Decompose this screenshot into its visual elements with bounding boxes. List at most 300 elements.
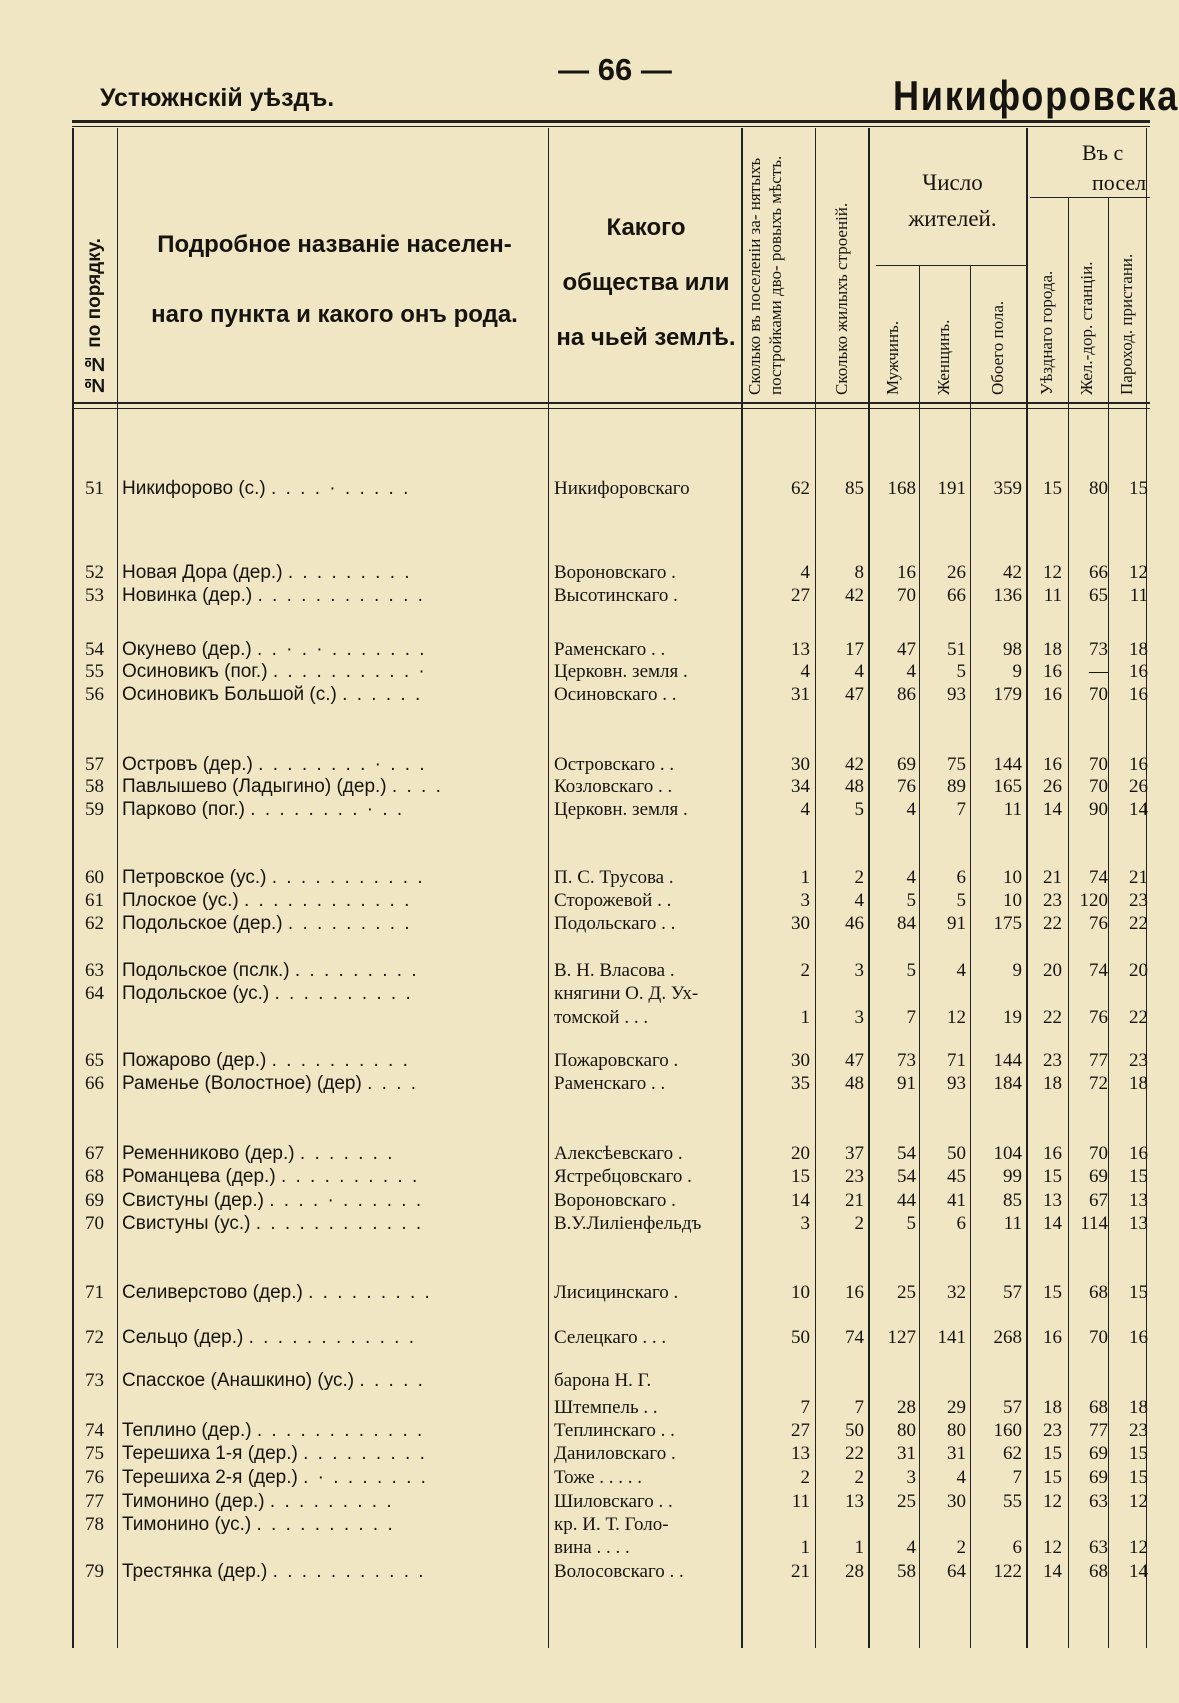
cell-buildings: 8 bbox=[854, 562, 864, 583]
cell-women: 80 bbox=[947, 1420, 966, 1441]
table-row bbox=[0, 1467, 1150, 1490]
cell-both: 175 bbox=[993, 913, 1022, 934]
cell-women: 89 bbox=[947, 776, 966, 797]
cell-pier: 16 bbox=[1129, 1143, 1148, 1164]
cell-owner: Вороновскаго . bbox=[554, 562, 676, 583]
leader-dots: . . . . . . . . . . · bbox=[272, 661, 427, 682]
cell-town: 16 bbox=[1043, 1327, 1062, 1348]
cell-owner: В. Н. Власова . bbox=[554, 960, 675, 981]
cell-town: 20 bbox=[1043, 960, 1062, 981]
place-name: Свистуны (дер.) bbox=[122, 1190, 264, 1211]
cell-buildings: 7 bbox=[854, 1397, 864, 1418]
cell-town: 23 bbox=[1043, 1420, 1062, 1441]
cell-name bbox=[122, 1282, 540, 1304]
cell-plots: 31 bbox=[791, 684, 810, 705]
cell-rail: 70 bbox=[1089, 1327, 1108, 1348]
cell-plots: 34 bbox=[791, 776, 810, 797]
cell-rail: 68 bbox=[1089, 1397, 1108, 1418]
table-row bbox=[0, 1397, 1150, 1420]
table-row bbox=[0, 1327, 1150, 1350]
place-name: Терешиха 1-я (дер.) bbox=[122, 1443, 298, 1464]
cell-pier: 15 bbox=[1129, 1467, 1148, 1488]
cell-town: 18 bbox=[1043, 639, 1062, 660]
cell-pier: 14 bbox=[1129, 1561, 1148, 1582]
cell-plots: 1 bbox=[800, 1537, 810, 1558]
cell-town: 22 bbox=[1043, 913, 1062, 934]
table-row bbox=[0, 1073, 1150, 1096]
leader-dots: . · . . . . . . . bbox=[303, 1467, 428, 1488]
cell-name bbox=[122, 661, 540, 683]
cell-both: 99 bbox=[1003, 1166, 1022, 1187]
cell-men: 44 bbox=[897, 1190, 916, 1211]
table-row bbox=[0, 1143, 1150, 1166]
cell-both: 85 bbox=[1003, 1190, 1022, 1211]
table-row bbox=[0, 661, 1150, 684]
cell-both: 9 bbox=[1012, 661, 1022, 682]
cell-plots: 50 bbox=[791, 1327, 810, 1348]
cell-both: 184 bbox=[993, 1073, 1022, 1094]
table-row bbox=[0, 1213, 1150, 1236]
cell-rail: 69 bbox=[1089, 1166, 1108, 1187]
cell-pier: 20 bbox=[1129, 960, 1148, 981]
cell-owner: томской . . . bbox=[554, 1007, 649, 1028]
cell-buildings: 48 bbox=[845, 776, 864, 797]
cell-both: 104 bbox=[993, 1143, 1022, 1164]
cell-num: 60 bbox=[85, 867, 104, 888]
table-row bbox=[0, 1561, 1150, 1584]
cell-women: 4 bbox=[956, 1467, 966, 1488]
cell-pier: 18 bbox=[1129, 639, 1148, 660]
cell-town: 15 bbox=[1043, 1282, 1062, 1303]
cell-name bbox=[122, 1166, 540, 1188]
cell-both: 122 bbox=[993, 1561, 1022, 1582]
cell-town: 16 bbox=[1043, 754, 1062, 775]
cell-plots: 4 bbox=[800, 562, 810, 583]
cell-num: 72 bbox=[85, 1327, 104, 1348]
cell-owner: Селецкаго . . . bbox=[554, 1327, 667, 1348]
leader-dots: . . . . · . . . . . . bbox=[269, 1190, 424, 1211]
cell-buildings: 21 bbox=[845, 1190, 864, 1211]
cell-plots: 4 bbox=[800, 661, 810, 682]
cell-town: 15 bbox=[1043, 1443, 1062, 1464]
cell-men: 47 bbox=[897, 639, 916, 660]
cell-women: 26 bbox=[947, 562, 966, 583]
cell-owner: Ястребцовскаго . bbox=[554, 1166, 692, 1187]
cell-num: 67 bbox=[85, 1143, 104, 1164]
cell-rail: 67 bbox=[1089, 1190, 1108, 1211]
cell-women: 4 bbox=[956, 960, 966, 981]
cell-both: 57 bbox=[1003, 1282, 1022, 1303]
cell-rail: 66 bbox=[1089, 562, 1108, 583]
cell-buildings: 2 bbox=[854, 1467, 864, 1488]
cell-women: 141 bbox=[937, 1327, 966, 1348]
table-row bbox=[0, 799, 1150, 822]
header-bottom-rule-thin bbox=[72, 408, 1150, 409]
header-women: Женщинъ. bbox=[934, 319, 953, 395]
leader-dots: . . . . . . . . . . . bbox=[271, 867, 425, 888]
cell-name bbox=[122, 1050, 540, 1072]
cell-num: 64 bbox=[85, 983, 104, 1004]
cell-buildings: 48 bbox=[845, 1073, 864, 1094]
place-name: Терешиха 2-я (дер.) bbox=[122, 1467, 298, 1488]
cell-plots: 3 bbox=[800, 890, 810, 911]
cell-women: 75 bbox=[947, 754, 966, 775]
cell-women: 191 bbox=[937, 478, 966, 499]
cell-buildings: 4 bbox=[854, 661, 864, 682]
place-name: Селиверстово (дер.) bbox=[122, 1282, 303, 1303]
cell-pier: 21 bbox=[1129, 867, 1148, 888]
cell-owner: Козловскаго . . bbox=[554, 776, 673, 797]
cell-plots: 2 bbox=[800, 1467, 810, 1488]
cell-buildings: 2 bbox=[854, 867, 864, 888]
cell-plots: 11 bbox=[791, 1491, 810, 1512]
leader-dots: . . . . . . . . . . . . bbox=[248, 1327, 417, 1348]
leader-dots: . . . . . . . . . bbox=[294, 960, 419, 981]
cell-num: 71 bbox=[85, 1282, 104, 1303]
cell-rail: 68 bbox=[1089, 1282, 1108, 1303]
cell-women: 66 bbox=[947, 585, 966, 606]
cell-men: 4 bbox=[906, 661, 916, 682]
cell-town: 18 bbox=[1043, 1397, 1062, 1418]
table-row bbox=[0, 562, 1150, 585]
leader-dots: . . . . bbox=[367, 1073, 419, 1094]
residents-subrule bbox=[876, 265, 1026, 266]
cell-buildings: 4 bbox=[854, 890, 864, 911]
cell-rail: 69 bbox=[1089, 1443, 1108, 1464]
cell-num: 59 bbox=[85, 799, 104, 820]
cell-men: 4 bbox=[906, 867, 916, 888]
cell-women: 93 bbox=[947, 684, 966, 705]
table-row bbox=[0, 983, 1150, 1006]
cell-owner: Раменскаго . . bbox=[554, 1073, 666, 1094]
cell-town: 23 bbox=[1043, 1050, 1062, 1071]
cell-rail: 63 bbox=[1089, 1491, 1108, 1512]
cell-num: 62 bbox=[85, 913, 104, 934]
cell-buildings: 22 bbox=[845, 1443, 864, 1464]
header-distance-1: Въ с bbox=[1082, 140, 1124, 165]
cell-name bbox=[122, 1561, 540, 1583]
cell-owner: Шиловскаго . . bbox=[554, 1491, 673, 1512]
cell-both: 57 bbox=[1003, 1397, 1022, 1418]
cell-owner: Вороновскаго . bbox=[554, 1190, 676, 1211]
cell-rail: 90 bbox=[1089, 799, 1108, 820]
cell-name bbox=[122, 1370, 540, 1392]
place-name: Павлышево (Ладыгино) (дер.) bbox=[122, 776, 387, 797]
cell-buildings: 17 bbox=[845, 639, 864, 660]
cell-men: 127 bbox=[887, 1327, 916, 1348]
cell-rail: 69 bbox=[1089, 1467, 1108, 1488]
leader-dots: . . . . . . bbox=[342, 684, 423, 705]
table-row bbox=[0, 1443, 1150, 1466]
cell-men: 54 bbox=[897, 1143, 916, 1164]
place-name: Спасское (Анашкино) (ус.) bbox=[122, 1370, 355, 1391]
leader-dots: . . . . · . . . . . bbox=[271, 478, 411, 499]
cell-plots: 30 bbox=[791, 1050, 810, 1071]
cell-name bbox=[122, 960, 540, 982]
cell-women: 6 bbox=[956, 867, 966, 888]
cell-men: 76 bbox=[897, 776, 916, 797]
cell-num: 51 bbox=[85, 478, 104, 499]
cell-men: 84 bbox=[897, 913, 916, 934]
table-row bbox=[0, 913, 1150, 936]
cell-women: 5 bbox=[956, 890, 966, 911]
table-row bbox=[0, 776, 1150, 799]
cell-name bbox=[122, 639, 540, 661]
cell-plots: 62 bbox=[791, 478, 810, 499]
table-row bbox=[0, 1420, 1150, 1443]
header-plots: Сколько въ поселеніи за- нятыхъ постройками дво- ровыхъ мѣстъ. bbox=[745, 155, 785, 395]
place-name: Новая Дора (дер.) bbox=[122, 562, 283, 583]
table-row bbox=[0, 1514, 1150, 1537]
cell-women: 31 bbox=[947, 1443, 966, 1464]
cell-num: 79 bbox=[85, 1561, 104, 1582]
cell-plots: 7 bbox=[800, 1397, 810, 1418]
cell-women: 93 bbox=[947, 1073, 966, 1094]
cell-num: 68 bbox=[85, 1166, 104, 1187]
leader-dots: . . . . . . . . . . . bbox=[272, 1561, 426, 1582]
cell-name bbox=[122, 1213, 540, 1235]
cell-rail: 76 bbox=[1089, 1007, 1108, 1028]
table-row bbox=[0, 1282, 1150, 1305]
cell-owner: Лисицинскаго . bbox=[554, 1282, 679, 1303]
cell-town: 12 bbox=[1043, 562, 1062, 583]
cell-both: 98 bbox=[1003, 639, 1022, 660]
cell-both: 268 bbox=[993, 1327, 1022, 1348]
cell-buildings: 3 bbox=[854, 1007, 864, 1028]
cell-owner: Теплинскаго . . bbox=[554, 1420, 675, 1441]
cell-owner: Церковн. земля . bbox=[554, 661, 688, 682]
leader-dots: . . . . . . . . . . . . bbox=[256, 1420, 425, 1441]
cell-both: 11 bbox=[1003, 1213, 1022, 1234]
table-row bbox=[0, 1370, 1150, 1393]
cell-owner: Штемпель . . bbox=[554, 1397, 658, 1418]
top-rule bbox=[72, 120, 1150, 123]
cell-women: 91 bbox=[947, 913, 966, 934]
cell-owner: Алексѣевскаго . bbox=[554, 1143, 683, 1164]
cell-buildings: 16 bbox=[845, 1282, 864, 1303]
cell-men: 31 bbox=[897, 1443, 916, 1464]
leader-dots: . . . . . . . . . . bbox=[271, 1050, 410, 1071]
cell-num: 73 bbox=[85, 1370, 104, 1391]
cell-pier: 15 bbox=[1129, 478, 1148, 499]
cell-plots: 4 bbox=[800, 799, 810, 820]
cell-plots: 10 bbox=[791, 1282, 810, 1303]
cell-town: 22 bbox=[1043, 1007, 1062, 1028]
leader-dots: . . . . . . . . . bbox=[287, 562, 412, 583]
header-num: №№ по порядку. bbox=[84, 238, 105, 395]
page-number: — 66 — bbox=[558, 52, 672, 87]
cell-both: 160 bbox=[993, 1420, 1022, 1441]
cell-name bbox=[122, 913, 540, 935]
cell-both: 10 bbox=[1003, 890, 1022, 911]
cell-buildings: 42 bbox=[845, 585, 864, 606]
place-name: Подольское (дер.) bbox=[122, 913, 283, 934]
leader-dots: . . · . · . . . . . . . bbox=[257, 639, 427, 660]
cell-men: 16 bbox=[897, 562, 916, 583]
place-name: Теплино (дер.) bbox=[122, 1420, 252, 1441]
cell-women: 32 bbox=[947, 1282, 966, 1303]
place-name: Подольское (пслк.) bbox=[122, 960, 290, 981]
header-town: Уѣзднаго города. bbox=[1037, 270, 1056, 395]
cell-buildings: 37 bbox=[845, 1143, 864, 1164]
cell-plots: 3 bbox=[800, 1213, 810, 1234]
leader-dots: . . . . . . . . . bbox=[287, 913, 412, 934]
cell-num: 75 bbox=[85, 1443, 104, 1464]
cell-town: 13 bbox=[1043, 1190, 1062, 1211]
cell-men: 80 bbox=[897, 1420, 916, 1441]
cell-owner: Тоже . . . . . bbox=[554, 1467, 643, 1488]
table-row bbox=[0, 585, 1150, 608]
cell-owner: Раменскаго . . bbox=[554, 639, 666, 660]
cell-men: 168 bbox=[887, 478, 916, 499]
cell-town: 12 bbox=[1043, 1491, 1062, 1512]
header-bottom-rule bbox=[72, 402, 1150, 404]
cell-plots: 14 bbox=[791, 1190, 810, 1211]
cell-plots: 27 bbox=[791, 585, 810, 606]
table-row bbox=[0, 960, 1150, 983]
cell-name bbox=[122, 867, 540, 889]
cell-both: 144 bbox=[993, 754, 1022, 775]
top-rule-thin bbox=[72, 126, 1150, 127]
cell-num: 53 bbox=[85, 585, 104, 606]
cell-town: 15 bbox=[1043, 1166, 1062, 1187]
place-name: Никифорово (с.) bbox=[122, 478, 266, 499]
place-name: Романцева (дер.) bbox=[122, 1166, 276, 1187]
cell-town: 21 bbox=[1043, 867, 1062, 888]
cell-num: 78 bbox=[85, 1514, 104, 1535]
cell-buildings: 28 bbox=[845, 1561, 864, 1582]
cell-plots: 2 bbox=[800, 960, 810, 981]
cell-name bbox=[122, 1327, 540, 1349]
header-name: Подробное названіе населен- наго пункта и какого онъ рода. bbox=[151, 231, 518, 328]
cell-town: 14 bbox=[1043, 1213, 1062, 1234]
cell-men: 3 bbox=[906, 1467, 916, 1488]
cell-owner: В.У.Лиліенфельдъ bbox=[554, 1213, 702, 1234]
cell-owner: Подольскаго . . bbox=[554, 913, 676, 934]
cell-owner: Церковн. земля . bbox=[554, 799, 688, 820]
leader-dots: . . . . . . . . . . . . bbox=[255, 1213, 424, 1234]
cell-pier: 16 bbox=[1129, 754, 1148, 775]
leader-dots: . . . . . . . . · . . . bbox=[258, 754, 427, 775]
cell-pier: 18 bbox=[1129, 1397, 1148, 1418]
cell-pier: 12 bbox=[1129, 1491, 1148, 1512]
cell-owner: Никифоровскаго bbox=[554, 478, 690, 499]
cell-women: 71 bbox=[947, 1050, 966, 1071]
table-row bbox=[0, 890, 1150, 913]
table-row bbox=[0, 684, 1150, 707]
cell-both: 19 bbox=[1003, 1007, 1022, 1028]
cell-rail: 77 bbox=[1089, 1420, 1108, 1441]
leader-dots: . . . . . . . . . . . . bbox=[257, 585, 425, 606]
cell-name bbox=[122, 1514, 540, 1536]
place-name: Осиновикъ Большой (с.) bbox=[122, 684, 337, 705]
place-name: Подольское (ус.) bbox=[122, 983, 270, 1004]
header-residents: Число жителей. bbox=[908, 170, 997, 231]
cell-plots: 27 bbox=[791, 1420, 810, 1441]
cell-women: 30 bbox=[947, 1491, 966, 1512]
volost-title: Никифоровска bbox=[893, 72, 1179, 119]
cell-both: 42 bbox=[1003, 562, 1022, 583]
cell-men: 73 bbox=[897, 1050, 916, 1071]
cell-men: 28 bbox=[897, 1397, 916, 1418]
table-row bbox=[0, 1190, 1150, 1213]
cell-both: 144 bbox=[993, 1050, 1022, 1071]
cell-pier: 16 bbox=[1129, 661, 1148, 682]
cell-pier: 15 bbox=[1129, 1166, 1148, 1187]
cell-pier: 16 bbox=[1129, 684, 1148, 705]
cell-women: 29 bbox=[947, 1397, 966, 1418]
leader-dots: . . . . . . . bbox=[299, 1143, 395, 1164]
cell-rail: 74 bbox=[1089, 867, 1108, 888]
cell-buildings: 74 bbox=[845, 1327, 864, 1348]
cell-num: 57 bbox=[85, 754, 104, 775]
cell-name bbox=[122, 890, 540, 912]
header-buildings: Сколько жилыхъ строеній. bbox=[832, 202, 851, 395]
header-rail: Жел.-дор. станціи. bbox=[1077, 261, 1096, 395]
cell-buildings: 42 bbox=[845, 754, 864, 775]
cell-name bbox=[122, 1467, 540, 1489]
cell-num: 77 bbox=[85, 1491, 104, 1512]
cell-both: 62 bbox=[1003, 1443, 1022, 1464]
cell-pier: 12 bbox=[1129, 1537, 1148, 1558]
cell-name bbox=[122, 1443, 540, 1465]
cell-rail: 77 bbox=[1089, 1050, 1108, 1071]
cell-plots: 13 bbox=[791, 639, 810, 660]
cell-rail: 63 bbox=[1089, 1537, 1108, 1558]
cell-both: 359 bbox=[993, 478, 1022, 499]
cell-town: 15 bbox=[1043, 1467, 1062, 1488]
cell-buildings: 5 bbox=[854, 799, 864, 820]
cell-num: 63 bbox=[85, 960, 104, 981]
leader-dots: . . . . . . . . · . . bbox=[250, 799, 405, 820]
cell-town: 14 bbox=[1043, 799, 1062, 820]
cell-owner: Высотинскаго . bbox=[554, 585, 678, 606]
cell-name bbox=[122, 1143, 540, 1165]
cell-women: 7 bbox=[956, 799, 966, 820]
cell-owner: Сторожевой . . bbox=[554, 890, 672, 911]
cell-both: 11 bbox=[1003, 799, 1022, 820]
cell-women: 50 bbox=[947, 1143, 966, 1164]
cell-buildings: 3 bbox=[854, 960, 864, 981]
table-row bbox=[0, 867, 1150, 890]
cell-num: 66 bbox=[85, 1073, 104, 1094]
cell-buildings: 85 bbox=[845, 478, 864, 499]
cell-pier: 13 bbox=[1129, 1190, 1148, 1211]
cell-plots: 1 bbox=[800, 867, 810, 888]
cell-name bbox=[122, 1073, 540, 1095]
place-name: Плоское (ус.) bbox=[122, 890, 239, 911]
table-row bbox=[0, 1491, 1150, 1514]
cell-owner: Пожаровскаго . bbox=[554, 1050, 679, 1071]
cell-men: 54 bbox=[897, 1166, 916, 1187]
cell-women: 45 bbox=[947, 1166, 966, 1187]
cell-pier: 15 bbox=[1129, 1282, 1148, 1303]
cell-town: 18 bbox=[1043, 1073, 1062, 1094]
cell-owner: П. С. Трусова . bbox=[554, 867, 674, 888]
cell-both: 6 bbox=[1012, 1537, 1022, 1558]
cell-name bbox=[122, 983, 540, 1005]
cell-num: 52 bbox=[85, 562, 104, 583]
cell-men: 5 bbox=[906, 1213, 916, 1234]
table-row bbox=[0, 1050, 1150, 1073]
cell-plots: 21 bbox=[791, 1561, 810, 1582]
leader-dots: . . . . . . . . . bbox=[269, 1491, 394, 1512]
cell-buildings: 1 bbox=[854, 1537, 864, 1558]
cell-pier: 23 bbox=[1129, 890, 1148, 911]
cell-owner: княгини О. Д. Ух- bbox=[554, 983, 699, 1004]
cell-name bbox=[122, 562, 540, 584]
cell-town: 16 bbox=[1043, 661, 1062, 682]
